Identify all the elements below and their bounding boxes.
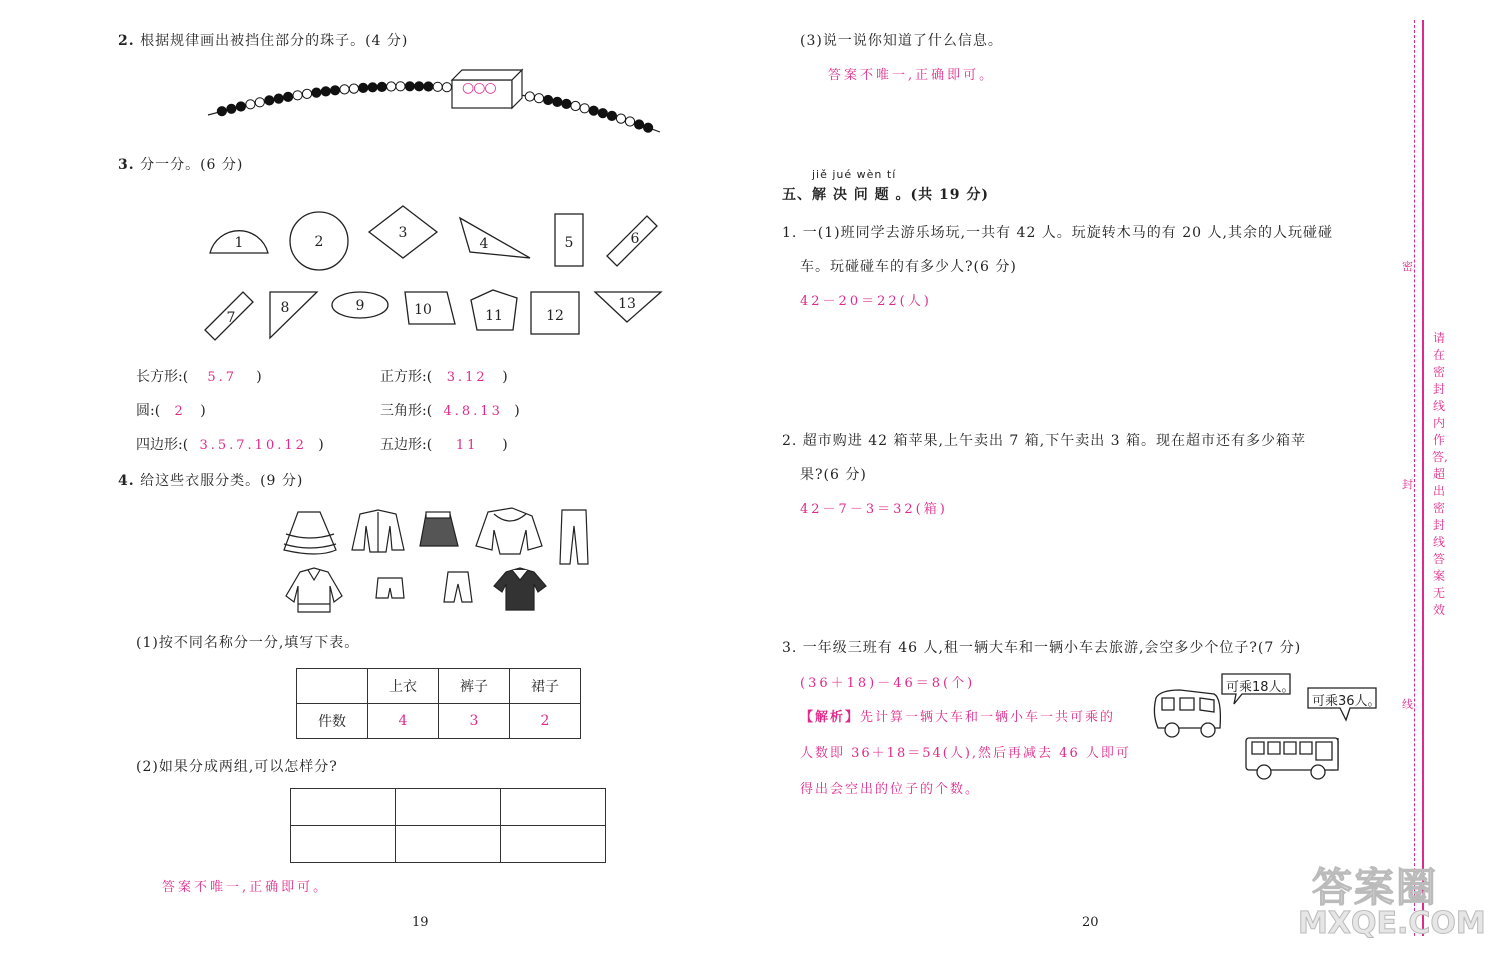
q4-text: 给这些衣服分类。(9 分) <box>140 473 304 489</box>
polo-shirt-illustration <box>494 568 546 610</box>
seal-mark-2: 封 <box>1402 478 1413 491</box>
seal-line-solid <box>1422 20 1424 936</box>
bead-black <box>284 92 293 101</box>
p3-analysis-line2: 人数即 36＋18＝54(人),然后再减去 46 人即可 <box>800 746 1131 761</box>
bead-white <box>580 104 589 113</box>
p3-analysis-line1: 【解析】先计算一辆大车和一辆小车一共可乘的 <box>800 710 1116 725</box>
grouping-cell[interactable] <box>396 789 501 826</box>
shape-label-12: 12 <box>546 308 564 324</box>
p3-analysis-line3: 得出会空出的位子的个数。 <box>800 782 981 797</box>
bead-black <box>607 111 616 120</box>
seal-mark-1: 密 <box>1402 260 1413 273</box>
table-header-tops: 上衣 <box>368 669 439 704</box>
seal-mark-3: 线 <box>1402 698 1413 711</box>
table-header-empty <box>297 669 368 704</box>
table-header-skirts: 裙子 <box>510 669 581 704</box>
table-value-pants: 3 <box>439 704 510 739</box>
seal-line-dashed <box>1414 20 1415 936</box>
answer-row-quadrilateral: 四边形:( 3.5.7.10.12 ) <box>136 437 324 453</box>
bead-white <box>571 101 580 110</box>
grouping-cell[interactable] <box>396 826 501 863</box>
p2-line2: 果?(6 分) <box>800 467 867 483</box>
bead-black <box>265 96 274 105</box>
shape-label-1: 1 <box>234 235 244 251</box>
answer-quadrilateral: 3.5.7.10.12 <box>199 438 307 453</box>
bead-black <box>377 82 386 91</box>
grouping-cell[interactable] <box>291 789 396 826</box>
shape-label-5: 5 <box>564 235 574 251</box>
bead-white <box>616 114 625 123</box>
coat-fur-illustration <box>476 508 542 554</box>
shape-label-13: 13 <box>618 296 636 312</box>
bubble-small-text: 可乘18人。 <box>1226 680 1295 695</box>
sweater-illustration <box>286 568 342 612</box>
bead-white <box>340 85 349 94</box>
q3-sub3-note: 答案不唯一,正确即可。 <box>828 68 996 83</box>
bead-white <box>433 82 442 91</box>
shape-triangle-4 <box>460 218 530 258</box>
grouping-cell[interactable] <box>291 826 396 863</box>
bead-black <box>553 97 562 106</box>
section-title: 五、解 决 问 题 。(共 19 分) <box>782 187 989 203</box>
bead-white <box>396 82 405 91</box>
bead-black <box>368 83 377 92</box>
shape-label-9: 9 <box>355 298 365 314</box>
small-bus-illustration <box>1154 690 1220 737</box>
q3-title <box>118 154 243 174</box>
bead-white <box>302 89 311 98</box>
p1-line2: 车。玩碰碰车的有多少人?(6 分) <box>800 259 1017 275</box>
q4-title <box>118 470 303 490</box>
bead-black <box>217 107 226 116</box>
section-pinyin: jiě jué wèn tí <box>812 168 897 181</box>
big-bus-illustration <box>1246 738 1338 779</box>
q2-title <box>118 30 408 50</box>
bead-white <box>525 92 534 101</box>
q3-sub3: (3)说一说你知道了什么信息。 <box>800 33 1003 49</box>
q3-number: 3. <box>118 157 135 173</box>
jacket-white-illustration <box>352 510 404 552</box>
q3-text: 分一分。(6 分) <box>140 157 244 173</box>
answer-square: 3.12 <box>446 370 488 385</box>
answer-rectangle: 5.7 <box>207 370 238 385</box>
bead-black <box>544 95 553 104</box>
bead-white <box>442 83 451 92</box>
answer-pentagon: 11 <box>455 438 479 453</box>
q4-number: 4. <box>118 473 135 489</box>
bead-black <box>415 82 424 91</box>
bead-black <box>644 123 653 132</box>
beads <box>217 82 652 133</box>
q4-answer-note: 答案不唯一,正确即可。 <box>162 880 330 895</box>
page-number-right: 20 <box>1082 915 1099 930</box>
shape-label-4: 4 <box>479 236 489 252</box>
table-header-pants: 裤子 <box>439 669 510 704</box>
bubble-big-text: 可乘36人。 <box>1312 694 1381 709</box>
bead-black <box>562 99 571 108</box>
bead-black <box>274 94 283 103</box>
q4-sub1: (1)按不同名称分一分,填写下表。 <box>136 635 360 651</box>
answer-triangle: 4.8.13 <box>443 404 503 419</box>
answer-row-rectangle: 长方形:( 5.7 ) <box>136 369 262 385</box>
clothes-count-table <box>296 668 581 739</box>
bead-string-figure <box>200 60 670 150</box>
grouping-cell[interactable] <box>501 789 606 826</box>
bead-white <box>255 98 264 107</box>
shorts-illustration <box>376 578 404 598</box>
bead-white <box>349 84 358 93</box>
watermark-url: MXQE.COM <box>1298 906 1486 941</box>
bead-black <box>331 86 340 95</box>
bead-white <box>246 100 255 109</box>
answer-circle: 2 <box>174 404 186 419</box>
grouping-table <box>290 788 606 863</box>
bead-black <box>236 102 245 111</box>
pants-long-illustration <box>560 510 588 564</box>
p3-line1: 3. 一年级三班有 46 人,租一辆大车和一辆小车去旅游,会空多少个位子?(7 分) <box>782 640 1302 656</box>
table-value-tops: 4 <box>368 704 439 739</box>
bead-black <box>598 109 607 118</box>
shape-label-2: 2 <box>314 234 324 250</box>
answer-row-triangle: 三角形:( 4.8.13 ) <box>380 403 520 419</box>
shape-label-3: 3 <box>398 225 408 241</box>
watermark-logo: 答案圈 <box>1312 865 1438 911</box>
capri-pants-illustration <box>444 572 472 602</box>
skirt-short-illustration <box>420 512 458 546</box>
shape-label-7: 7 <box>226 310 236 326</box>
grouping-cell[interactable] <box>501 826 606 863</box>
bead-black <box>312 88 321 97</box>
bead-black <box>227 104 236 113</box>
q2-number: 2. <box>118 33 135 49</box>
shape-label-10: 10 <box>414 302 432 318</box>
bead-black <box>359 83 368 92</box>
bead-black <box>635 120 644 129</box>
bead-black <box>589 106 598 115</box>
q4-sub2: (2)如果分成两组,可以怎样分? <box>136 759 338 775</box>
answer-row-square: 正方形:( 3.12 ) <box>380 369 508 385</box>
bead-black <box>405 82 414 91</box>
p1-answer: 42－20＝22(人) <box>800 294 932 309</box>
page-number-left: 19 <box>412 915 429 930</box>
bead-white <box>625 117 634 126</box>
analysis-label: 【解析】 <box>800 710 861 725</box>
p1-line1: 1. 一(1)班同学去游乐场玩,一共有 42 人。玩旋转木马的有 20 人,其余的人玩碰碰 <box>782 225 1333 241</box>
answer-row-pentagon: 五边形:( 11 ) <box>380 437 508 453</box>
table-row-label: 件数 <box>297 704 368 739</box>
bead-white <box>534 94 543 103</box>
clothes-figure <box>280 506 600 616</box>
shape-label-8: 8 <box>280 300 290 316</box>
table-value-skirts: 2 <box>510 704 581 739</box>
skirt-ruffled-illustration <box>284 512 336 554</box>
p3-answer: (36＋18)－46＝8(个) <box>800 676 976 691</box>
p2-line1: 2. 超市购进 42 箱苹果,上午卖出 7 箱,下午卖出 3 箱。现在超市还有多少箱苹 <box>782 433 1307 449</box>
p2-answer: 42－7－3＝32(箱) <box>800 502 948 517</box>
shape-label-11: 11 <box>485 308 503 324</box>
bead-white <box>293 91 302 100</box>
bead-black <box>321 87 330 96</box>
shapes-figure <box>195 200 675 350</box>
seal-warning-text: 请在密封线内作答,超出密封线答案无效 <box>1432 331 1448 617</box>
shape-triangle-8 <box>270 292 317 338</box>
shape-label-6: 6 <box>630 231 640 247</box>
q2-text: 根据规律画出被挡住部分的珠子。(4 分) <box>140 33 409 49</box>
bead-black <box>424 82 433 91</box>
answer-row-circle: 圆:( 2 ) <box>136 403 206 419</box>
bead-white <box>387 82 396 91</box>
hidden-beads-answer: ○○○ <box>462 80 496 96</box>
